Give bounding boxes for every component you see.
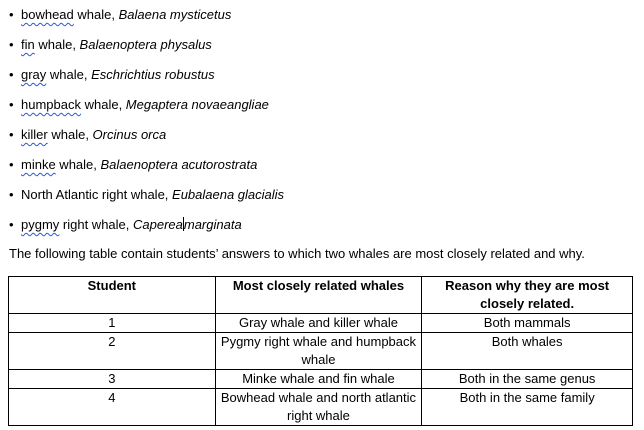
bullet-icon: • xyxy=(9,157,14,172)
scientific-name: Orcinus orca xyxy=(92,127,167,142)
bullet-icon: • xyxy=(9,67,14,82)
cell-student: 4 xyxy=(9,389,216,426)
common-name-rest: whale, xyxy=(46,67,92,82)
list-item xyxy=(9,216,284,246)
table-row xyxy=(9,314,633,333)
scientific-name: Balaenoptera acutorostrata xyxy=(100,157,258,172)
table-row xyxy=(9,389,633,426)
cell-whales: Minke whale and fin whale xyxy=(215,370,422,389)
common-name-misspelled[interactable]: bowhead xyxy=(21,7,74,22)
common-name-rest: whale, xyxy=(55,157,101,172)
scientific-name: Balaenoptera physalus xyxy=(79,37,212,52)
list-item xyxy=(9,6,284,36)
cell-reason: Both in the same genus xyxy=(422,370,633,389)
common-name-rest: whale, xyxy=(47,127,93,142)
scientific-name: Eschrichtius robustus xyxy=(91,67,215,82)
scientific-name: Eubalaena glacialis xyxy=(172,187,285,202)
scientific-name: Balaena mysticetus xyxy=(118,7,232,22)
student-answers-table xyxy=(8,276,633,426)
common-name-misspelled[interactable]: killer xyxy=(21,127,48,142)
header-student: Student xyxy=(9,277,216,314)
bullet-icon: • xyxy=(9,127,14,142)
cell-student: 1 xyxy=(9,314,216,333)
scientific-name: Caperea xyxy=(133,217,183,232)
common-name-misspelled[interactable]: gray xyxy=(21,67,47,82)
common-name-rest: right whale, xyxy=(59,217,133,232)
header-whales: Most closely related whales xyxy=(215,277,422,314)
list-item xyxy=(9,126,284,156)
cell-student: 3 xyxy=(9,370,216,389)
bullet-icon: • xyxy=(9,7,14,22)
whale-species-list xyxy=(9,6,284,246)
cell-whales: Pygmy right whale and humpback whale xyxy=(215,333,422,370)
cell-reason: Both in the same family xyxy=(422,389,633,426)
list-item xyxy=(9,186,284,216)
scientific-name: Megaptera novaeangliae xyxy=(125,97,269,112)
list-item xyxy=(9,66,284,96)
table-header-row xyxy=(9,277,633,314)
common-name-misspelled[interactable]: fin xyxy=(21,37,35,52)
common-name-rest: whale, xyxy=(80,97,126,112)
cell-whales: Gray whale and killer whale xyxy=(215,314,422,333)
list-item xyxy=(9,36,284,66)
cell-student: 2 xyxy=(9,333,216,370)
header-reason: Reason why they are most closely related. xyxy=(422,277,633,314)
bullet-icon: • xyxy=(9,217,14,232)
cell-reason: Both whales xyxy=(422,333,633,370)
common-name-rest: whale, xyxy=(73,7,119,22)
intro-paragraph: The following table contain students’ answers to which two whales are most closely related and why. xyxy=(9,246,585,261)
list-item xyxy=(9,156,284,186)
bullet-icon: • xyxy=(9,187,14,202)
cell-whales: Bowhead whale and north atlantic right whale xyxy=(215,389,422,426)
bullet-icon: • xyxy=(9,37,14,52)
common-name-misspelled[interactable]: humpback xyxy=(21,97,81,112)
bullet-icon: • xyxy=(9,97,14,112)
common-name: North Atlantic right whale, xyxy=(21,187,173,202)
common-name-misspelled[interactable]: pygmy xyxy=(21,217,60,232)
cell-reason: Both mammals xyxy=(422,314,633,333)
table-row xyxy=(9,370,633,389)
list-item xyxy=(9,96,284,126)
table-row xyxy=(9,333,633,370)
scientific-name-rest: marginata xyxy=(183,217,242,232)
common-name-rest: whale, xyxy=(34,37,80,52)
common-name-misspelled[interactable]: minke xyxy=(21,157,56,172)
